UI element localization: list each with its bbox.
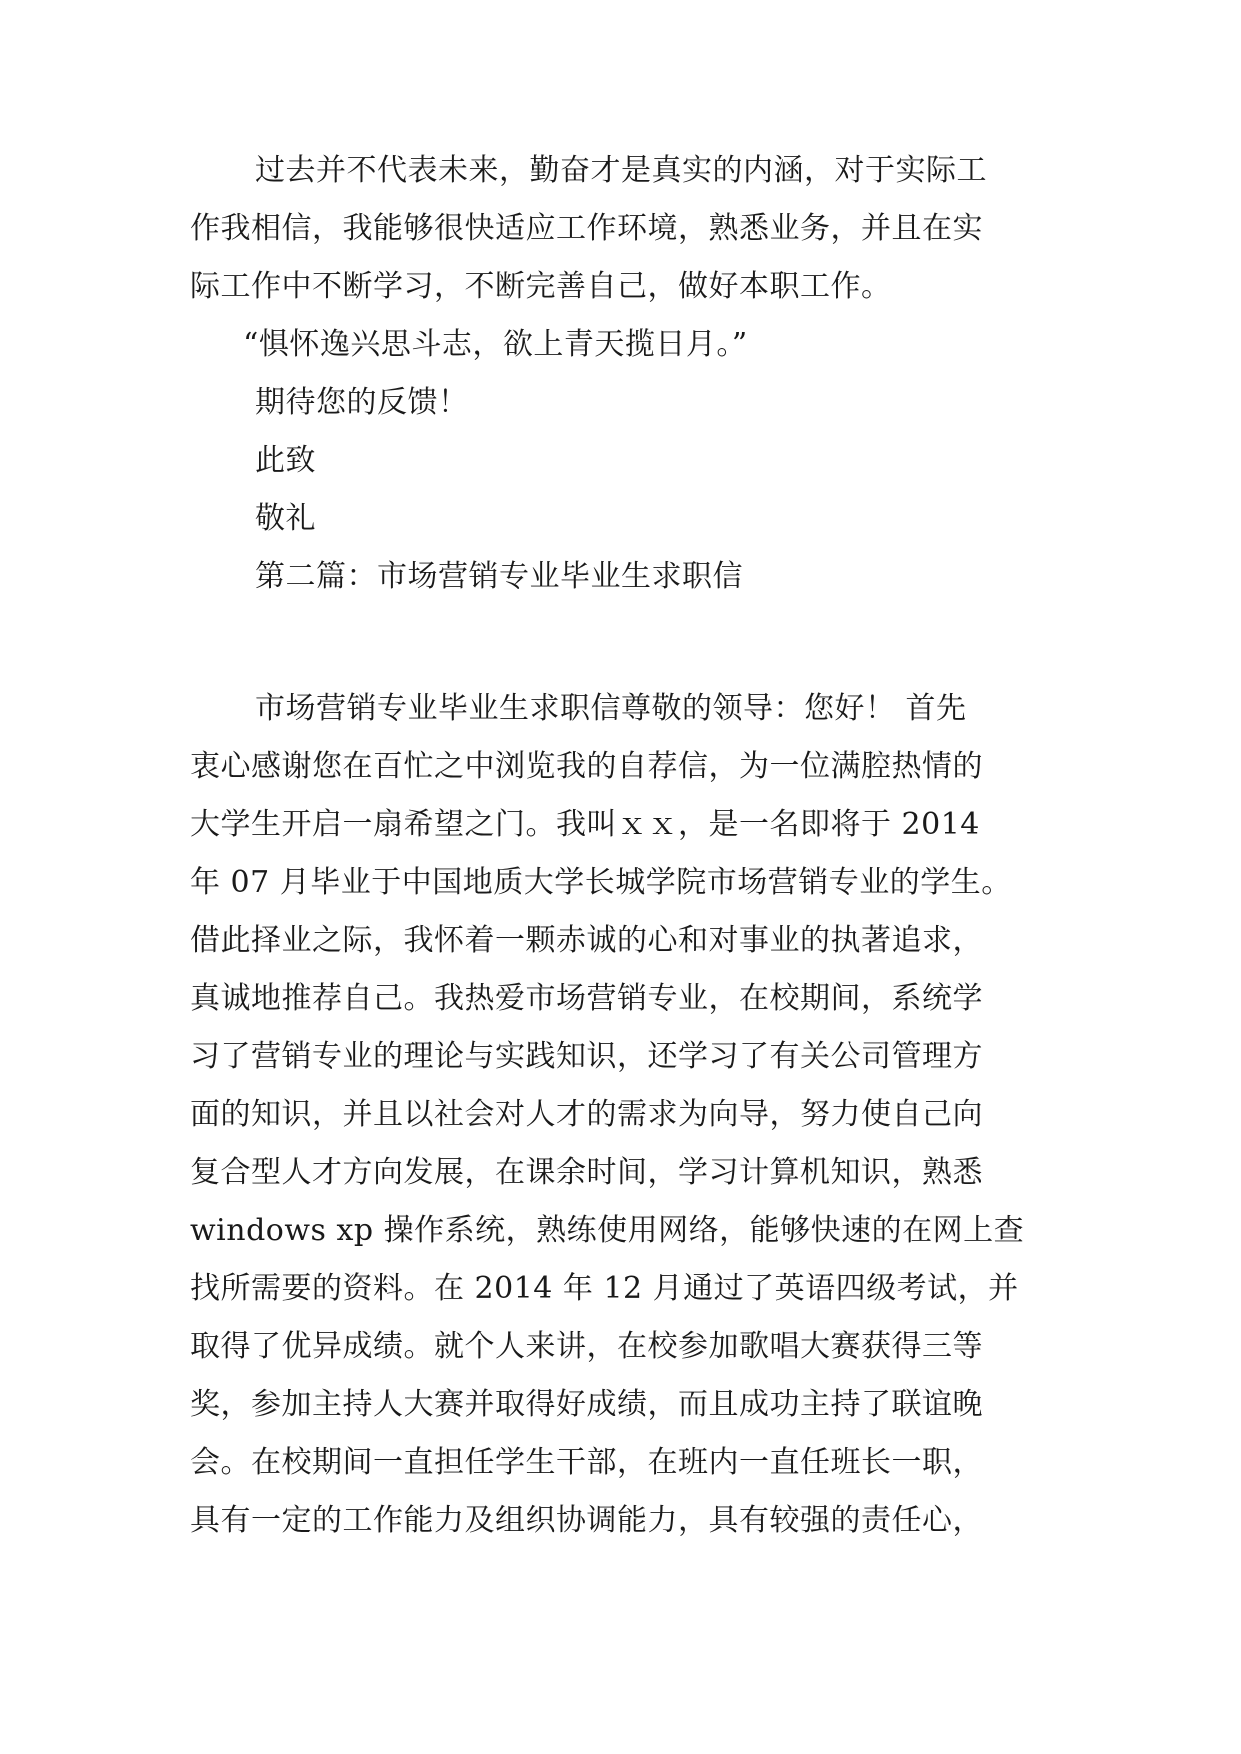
- quote-line: “惧怀逸兴思斗志，欲上青天揽日月。”: [243, 327, 748, 362]
- paragraph-line: 具有一定的工作能力及组织协调能力，具有较强的责任心，: [190, 1503, 983, 1538]
- paragraph-line: 衷心感谢您在百忙之中浏览我的自荐信，为一位满腔热情的: [190, 749, 983, 784]
- paragraph-line: 奖，参加主持人大赛并取得好成绩，而且成功主持了联谊晚: [190, 1387, 983, 1422]
- paragraph-line: 大学生开启一扇希望之门。我叫ｘｘ，是一名即将于 2014: [190, 807, 980, 842]
- paragraph-line: 市场营销专业毕业生求职信尊敬的领导：您好！ 首先: [255, 691, 967, 726]
- closing-jingli: 敬礼: [255, 501, 316, 536]
- paragraph-line: 找所需要的资料。在 2014 年 12 月通过了英语四级考试，并: [190, 1271, 1019, 1306]
- paragraph-line: 作我相信，我能够很快适应工作环境，熟悉业务，并且在实: [190, 211, 983, 246]
- paragraph-line: 习了营销专业的理论与实践知识，还学习了有关公司管理方: [190, 1039, 983, 1074]
- paragraph-line: 取得了优异成绩。就个人来讲，在校参加歌唱大赛获得三等: [190, 1329, 983, 1364]
- paragraph-line: 真诚地推荐自己。我热爱市场营销专业，在校期间，系统学: [190, 981, 983, 1016]
- paragraph-line: 会。在校期间一直担任学生干部，在班内一直任班长一职，: [190, 1445, 983, 1480]
- paragraph-line: 复合型人才方向发展，在课余时间，学习计算机知识，熟悉: [190, 1155, 983, 1190]
- paragraph-line: 年 07 月毕业于中国地质大学长城学院市场营销专业的学生。: [190, 865, 1012, 900]
- paragraph-line: windows xp 操作系统，熟练使用网络，能够快速的在网上查: [190, 1213, 1025, 1248]
- paragraph-line: 面的知识，并且以社会对人才的需求为向导，努力使自己向: [190, 1097, 983, 1132]
- closing-cizhi: 此致: [255, 443, 316, 478]
- paragraph-line: 际工作中不断学习，不断完善自己，做好本职工作。: [190, 269, 892, 304]
- paragraph-line: 过去并不代表未来，勤奋才是真实的内涵，对于实际工: [255, 153, 987, 188]
- section-title: 第二篇：市场营销专业毕业生求职信: [255, 559, 743, 594]
- paragraph-line: 借此择业之际，我怀着一颗赤诚的心和对事业的执著追求，: [190, 923, 983, 958]
- closing-expect: 期待您的反馈！: [255, 385, 469, 420]
